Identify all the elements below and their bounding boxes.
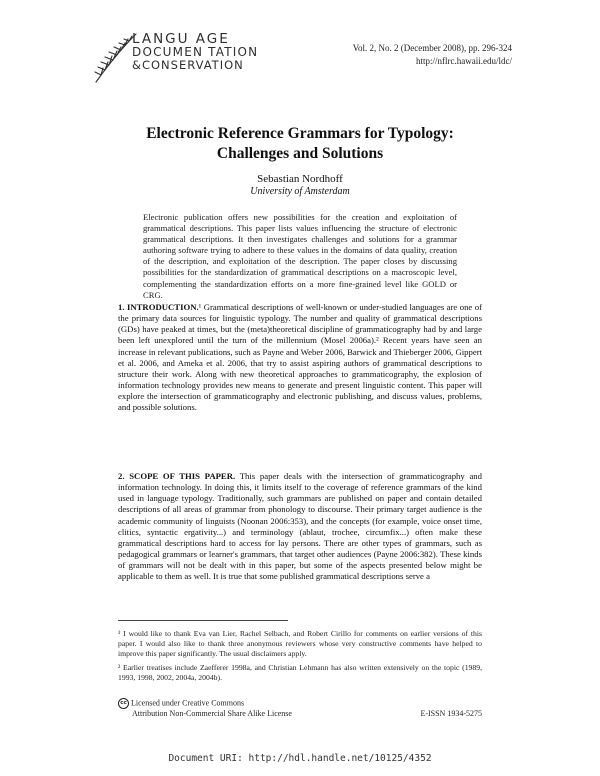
- license-line-1: Licensed under Creative Commons: [131, 698, 245, 708]
- section-introduction: [118, 302, 482, 414]
- citation-url[interactable]: http://nflrc.hawaii.edu/ldc/: [416, 56, 512, 66]
- journal-logo: [92, 30, 262, 86]
- author-affiliation: University of Amsterdam: [250, 186, 350, 197]
- footnote-2: ² Earlier treatises include Zaefferer 1998a, and Christian Lehmann has also written extensively on the topic (1989, 1993, 1998, 2002, 2004a, 2004b).: [118, 663, 482, 683]
- creative-commons-icon: cc: [118, 698, 129, 709]
- logo-line-3: &CONSERVATION: [132, 58, 244, 72]
- section-heading-scope: 2. SCOPE OF THIS PAPER.: [118, 471, 236, 481]
- abstract: Electronic publication offers new possibilities for the creation and exploitation of grammatical descriptions. This paper lists values influencing the structure of electronic grammatical descriptions. It then investigates challenges and solutions for a grammar authoring software trying to adhere to these values in the domains of data quality, creation of the description, and exploitation of the description. The paper closes by discussing possibilities for the standardization of grammatical descriptions on a macroscopic level, complementing the standardization efforts on a more fine-grained level like GOLD or CRG.: [143, 212, 457, 300]
- footnote-1: ¹ I would like to thank Eva van Lier, Rachel Selbach, and Robert Cirillo for comments on earlier versions of this paper. I would also like to thank three anonymous reviewers whose very constructive comments have helped to improve this paper significantly. The usual disclaimers apply.: [118, 629, 482, 659]
- footnote-divider: [118, 620, 288, 621]
- citation-volume: Vol. 2, No. 2 (December 2008), pp. 296-324: [352, 43, 512, 53]
- title-line-2: Challenges and Solutions: [216, 145, 384, 162]
- section-heading-introduction: 1. INTRODUCTION.: [118, 302, 199, 312]
- license-line-2: Attribution Non-Commercial Share Alike License: [132, 709, 292, 718]
- logo-line-1: LANGU AGE: [132, 31, 230, 47]
- license-notice: [118, 698, 292, 719]
- section-scope: [118, 471, 482, 583]
- author-name: Sebastian Nordhoff: [257, 173, 343, 185]
- section-text-scope: This paper deals with the intersection of grammaticography and information technology. In doing this, it limits itself to the coverage of reference grammars of the kind used in language typology. Traditionally, such grammars are published on paper and contain detailed descriptions of all areas of grammar from phonology to discourse. Their primary target audience is the academic community of linguists (Noonan 2006:353), and the concepts (for example, voice onset time, clitics, syntactic ergativity...) and terminology (ablaut, trochee, circumfix...) often make these grammatical descriptions hard to access for lay persons. There are other types of grammars, such as pedagogical grammars or learner's grammars, that target other audiences (Payne 2006:382). These kinds of grammars will not be dealt with in this paper, but some of the aspects presented below might be applicable to them as well. It is true that some published grammatical descriptions serve a: [118, 471, 482, 582]
- logo-line-2: DOCUMEN TATION: [132, 45, 259, 59]
- title-line-1: Electronic Reference Grammars for Typology:: [146, 125, 454, 142]
- journal-citation: [353, 42, 512, 68]
- section-text-introduction: ¹ Grammatical descriptions of well-known or under-studied languages are one of the primary data sources for linguistic typology. The number and quality of grammatical descriptions (GDs) have peaked at times, but the (meta)theoretical discipline of grammaticography had by and large been left unexplored until the turn of the millennium (Mosel 2006a).² Recent years have seen an increase in relevant publications, such as Payne and Weber 2006, Barwick and Thieberger 2006, Gippert et al. 2006, and Ameka et al. 2006, that try to assist aspiring authors of grammatical descriptions to structure their work. Along with new theoretical approaches to grammaticography, the explosion of information technology provides new means to generate and present linguistic content. This paper will explore the intersection of grammaticography and electronic publishing, and discuss values, problems, and possible solutions.: [118, 302, 482, 413]
- document-uri[interactable]: Document URI: http://hdl.handle.net/10125/4352: [168, 753, 432, 764]
- paper-title: [90, 124, 510, 164]
- eissn: E-ISSN 1934-5275: [420, 709, 482, 718]
